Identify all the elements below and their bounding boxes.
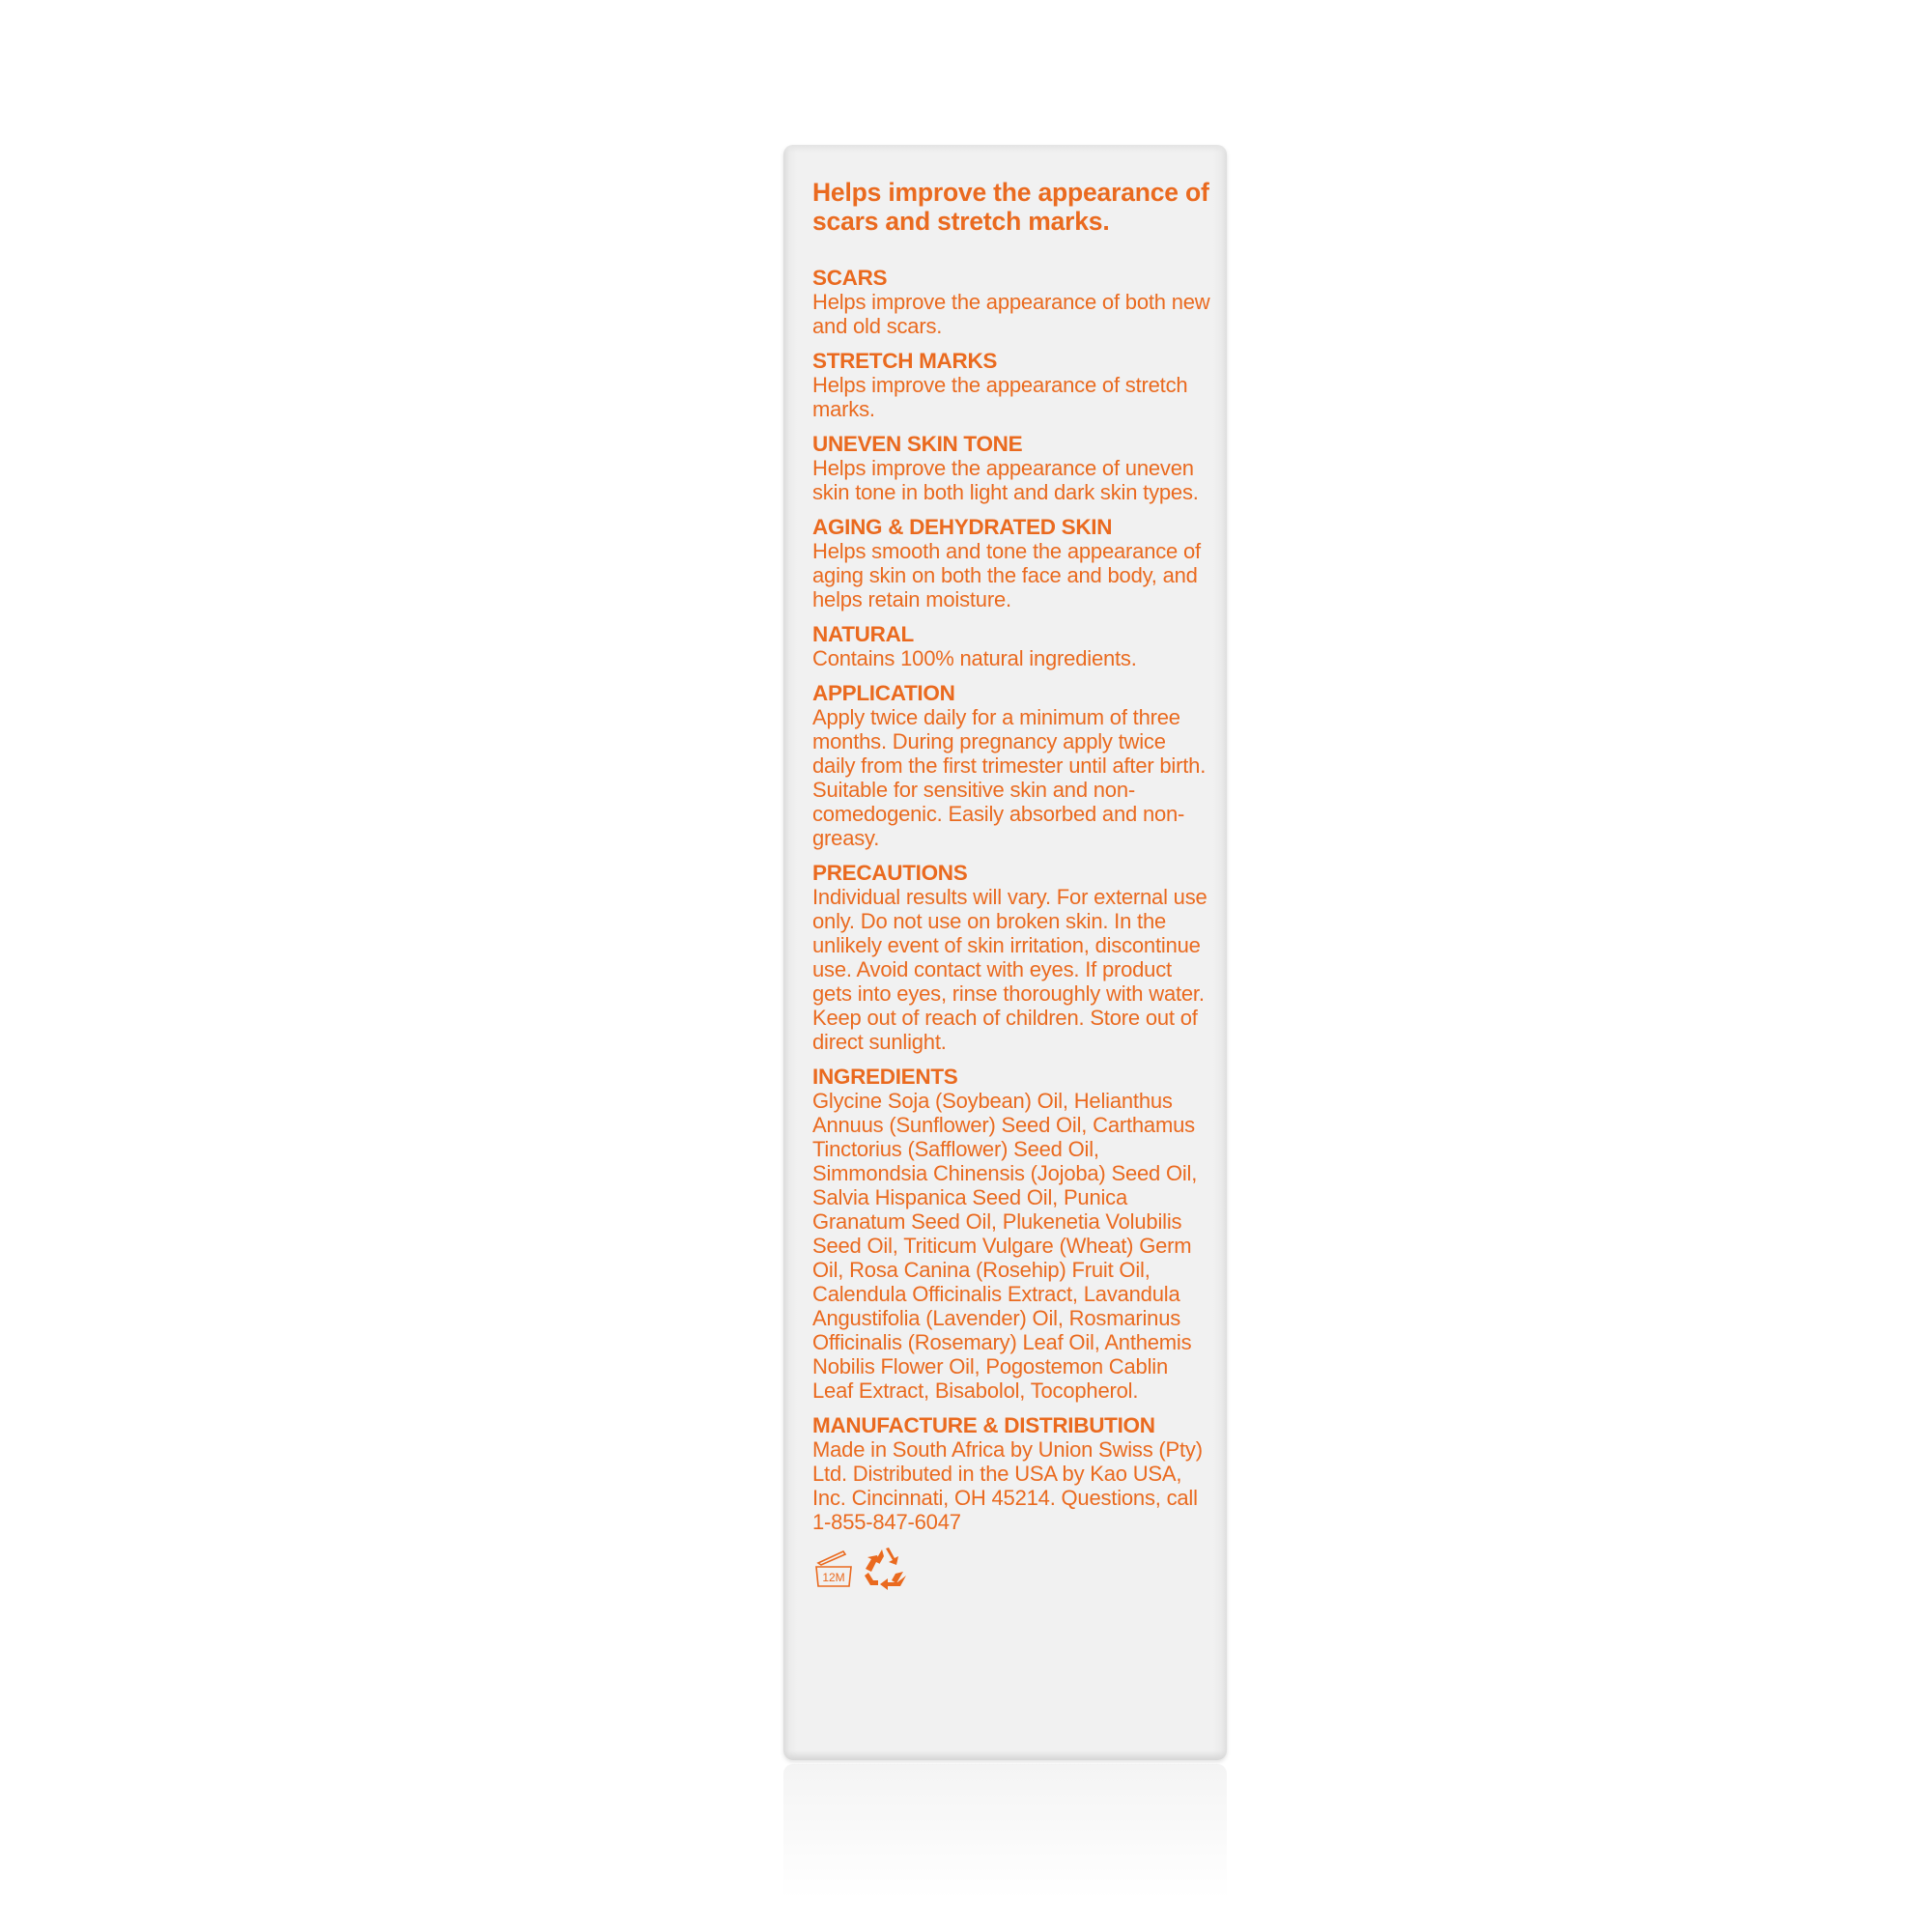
section-precautions <box>812 861 1210 1054</box>
section-aging-dehydrated-skin <box>812 515 1210 611</box>
section-title: MANUFACTURE & DISTRIBUTION <box>812 1413 1155 1437</box>
section-text: Apply twice daily for a minimum of three months. During pregnancy apply twice daily from the first trimester until after birth. Suitable for sensitive skin and non-comedogenic. Easily absorbed and non-greasy. <box>812 705 1207 850</box>
section-ingredients <box>812 1065 1210 1403</box>
section-title: PRECAUTIONS <box>812 861 968 885</box>
section-scars <box>812 266 1210 338</box>
section-title: NATURAL <box>812 622 914 646</box>
section-uneven-skin-tone <box>812 432 1210 504</box>
section-text: Helps improve the appearance of stretch marks. <box>812 373 1188 421</box>
section-text: Individual results will vary. For external use only. Do not use on broken skin. In the unlikely event of skin irritation, discontinue use. Avoid contact with eyes. If product gets into eyes, rinse thoroughly with water. Keep out of reach of children. Store out of direct sunlight. <box>812 885 1208 1054</box>
section-application <box>812 681 1210 850</box>
section-title: INGREDIENTS <box>812 1065 958 1089</box>
label-content <box>812 178 1210 1590</box>
section-natural <box>812 622 1210 670</box>
period-after-opening-icon <box>812 1548 855 1590</box>
section-stretch-marks <box>812 349 1210 421</box>
section-title: AGING & DEHYDRATED SKIN <box>812 515 1113 539</box>
section-title: STRETCH MARKS <box>812 349 998 373</box>
section-text: Glycine Soja (Soybean) Oil, Helianthus Annuus (Sunflower) Seed Oil, Carthamus Tinctorius (Safflower) Seed Oil, Simmondsia Chinensis (Jojoba) Seed Oil, Salvia Hispanica Seed Oil, Punica Granatum Seed Oil, Plukenetia Volubilis Seed Oil, Triticum Vulgare (Wheat) Germ Oil, Rosa Canina (Rosehip) Fruit Oil, Calendula Officinalis Extract, Lavandula Angustifolia (Lavender) Oil, Rosmarinus Officinalis (Rosemary) Leaf Oil, Anthemis Nobilis Flower Oil, Pogostemon Cablin Leaf Extract, Bisabolol, Tocopherol. <box>812 1089 1198 1403</box>
packaging-symbols <box>812 1546 1210 1590</box>
section-manufacture-distribution <box>812 1413 1210 1534</box>
headline: Helps improve the appearance of scars and stretch marks. <box>812 178 1209 236</box>
section-title: UNEVEN SKIN TONE <box>812 432 1023 456</box>
section-title: APPLICATION <box>812 681 955 705</box>
section-title: SCARS <box>812 266 888 290</box>
section-text: Helps improve the appearance of both new and old scars. <box>812 290 1210 338</box>
section-text: Helps improve the appearance of uneven skin tone in both light and dark skin types. <box>812 456 1199 504</box>
section-text: Contains 100% natural ingredients. <box>812 646 1137 670</box>
pao-label: 12M <box>822 1571 845 1584</box>
section-text: Made in South Africa by Union Swiss (Pty) Ltd. Distributed in the USA by Kao USA, Inc. Cincinnati, OH 45214. Questions, call 1-855-847-6047 <box>812 1437 1203 1534</box>
product-box-back-panel <box>783 145 1227 1760</box>
recycle-icon <box>863 1546 909 1590</box>
section-text: Helps smooth and tone the appearance of aging skin on both the face and body, and helps retain moisture. <box>812 539 1201 611</box>
box-reflection <box>783 1764 1227 1899</box>
